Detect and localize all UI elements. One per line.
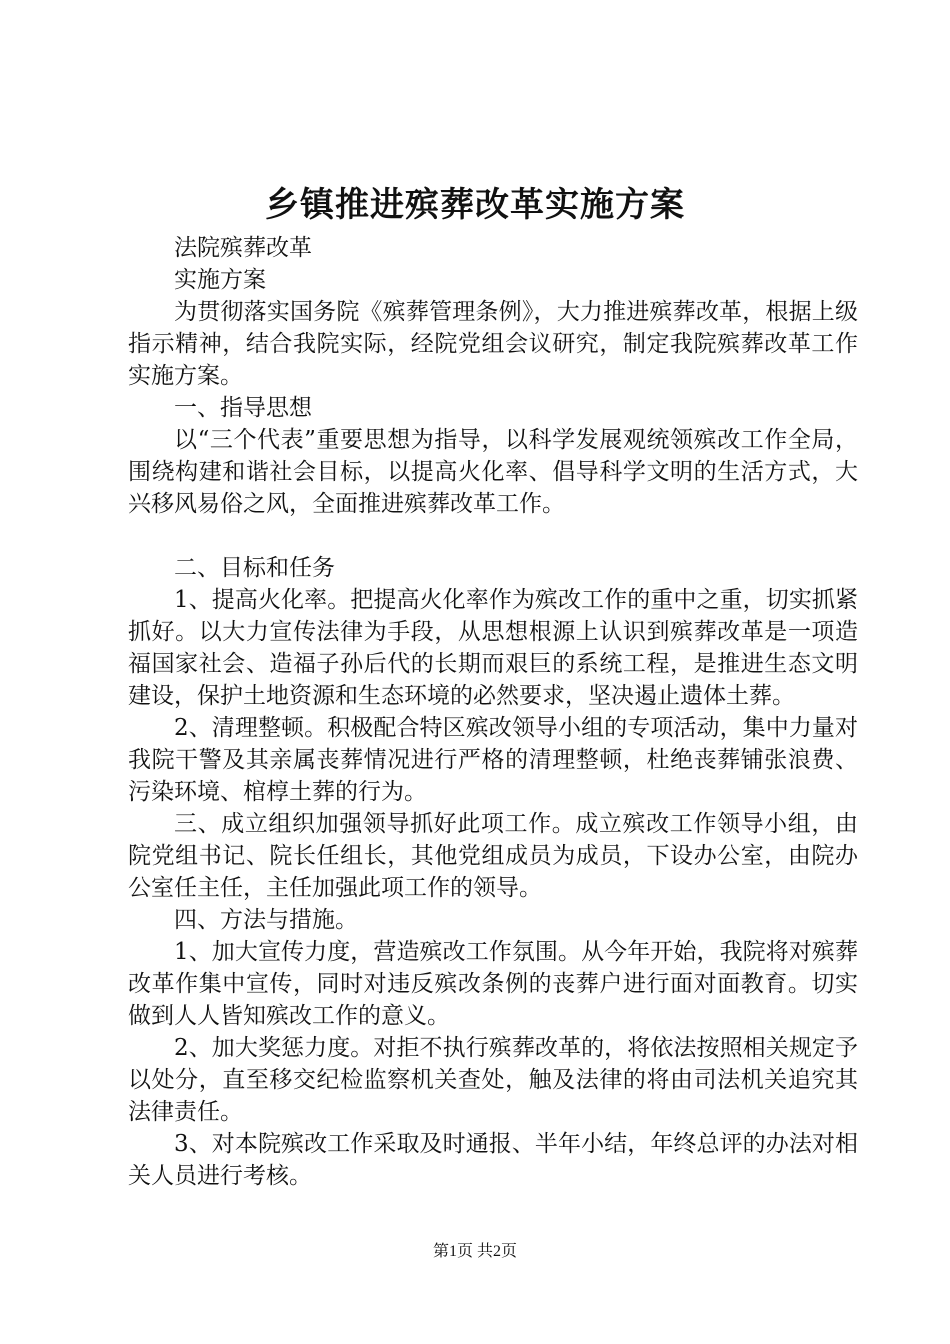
section-heading-goals-tasks: 二、目标和任务	[174, 555, 335, 581]
section-heading-guiding-thought: 一、指导思想	[174, 395, 312, 421]
paragraph-guiding-thought: 以“三个代表”重要思想为指导，以科学发展观统领殡改工作全局，围绕构建和谐社会目标，以提高火化率、倡导科学文明的生活方式，大兴移风易俗之风，全面推进殡葬改革工作。	[128, 427, 858, 517]
paragraph-header-line-2: 实施方案	[174, 267, 266, 293]
paragraph-intro: 为贯彻落实国务院《殡葬管理条例》，大力推进殡葬改革，根据上级指示精神，结合我院实际，经院党组会议研究，制定我院殡葬改革工作实施方案。	[128, 299, 858, 389]
paragraph-cremation-rate: 1、提高火化率。把提高火化率作为殡改工作的重中之重，切实抓紧抓好。以大力宣传法律为手段，从思想根源上认识到殡葬改革是一项造福国家社会、造福子孙后代的长期而艰巨的系统工程，是推进生态文明建设，保护土地资源和生态环境的必然要求，坚决遏止遗体土葬。	[128, 587, 858, 709]
document-body	[128, 232, 858, 1192]
section-heading-methods: 四、方法与措施。	[174, 907, 358, 933]
paragraph-assessment: 3、对本院殡改工作采取及时通报、半年小结，年终总评的办法对相关人员进行考核。	[128, 1131, 858, 1189]
paragraph-rectification: 2、清理整顿。积极配合特区殡改领导小组的专项活动，集中力量对我院干警及其亲属丧葬情况进行严格的清理整顿，杜绝丧葬铺张浪费、污染环境、棺椁土葬的行为。	[128, 715, 858, 805]
paragraph-publicity: 1、加大宣传力度，营造殡改工作氛围。从今年开始，我院将对殡葬改革作集中宣传，同时对违反殡改条例的丧葬户进行面对面教育。切实做到人人皆知殡改工作的意义。	[128, 939, 858, 1029]
document-title: 乡镇推进殡葬改革实施方案	[265, 185, 685, 225]
page-number-footer: 第1页 共2页	[432, 1243, 517, 1260]
paragraph-organization: 三、成立组织加强领导抓好此项工作。成立殡改工作领导小组，由院党组书记、院长任组长，其他党组成员为成员，下设办公室，由院办公室任主任，主任加强此项工作的领导。	[128, 811, 858, 901]
paragraph-header-line-1: 法院殡葬改革	[174, 235, 312, 261]
paragraph-rewards-penalties: 2、加大奖惩力度。对拒不执行殡葬改革的，将依法按照相关规定予以处分，直至移交纪检监察机关查处，触及法律的将由司法机关追究其法律责任。	[128, 1035, 858, 1125]
